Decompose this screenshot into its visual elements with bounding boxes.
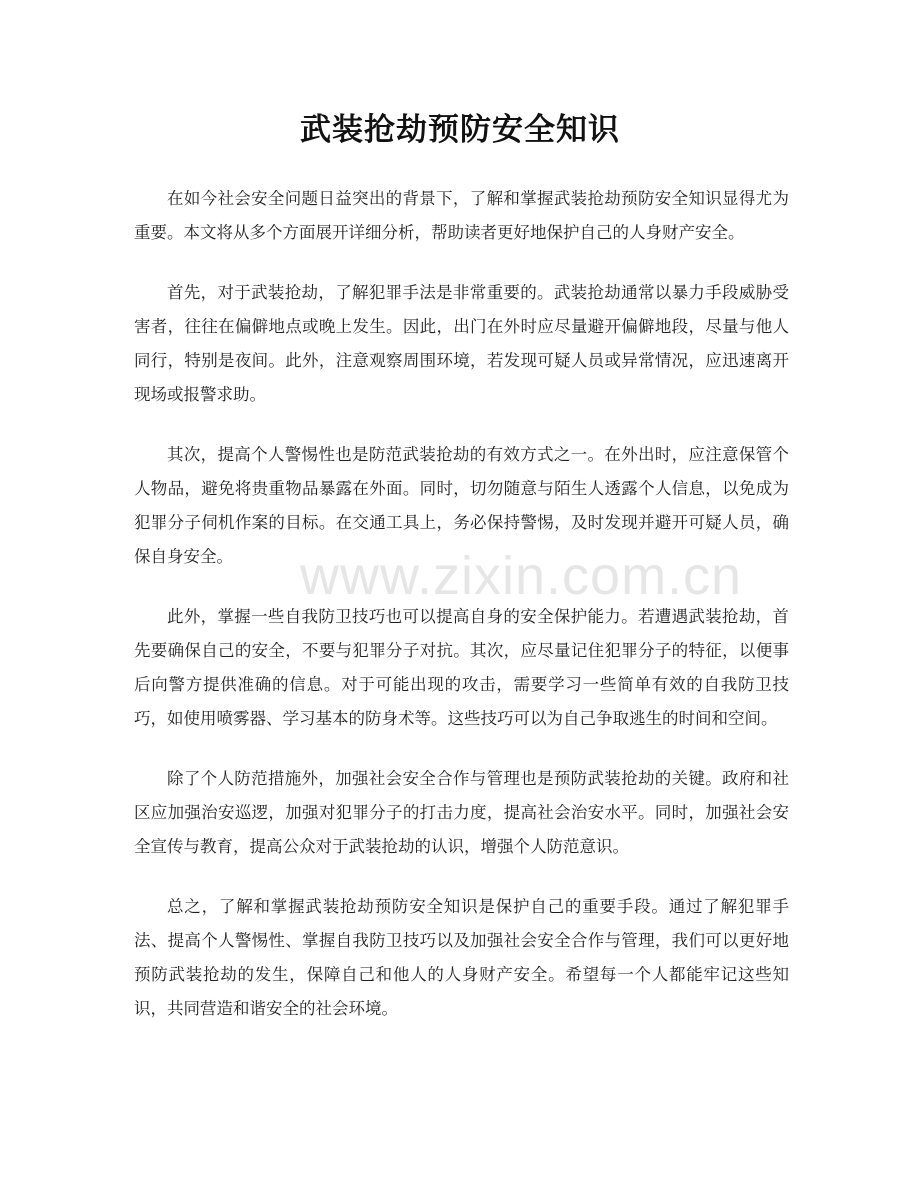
paragraph-6: 总之，了解和掌握武装抢劫预防安全知识是保护自己的重要手段。通过了解犯罪手法、提高个人警惕性、掌握自我防卫技巧以及加强社会安全合作与管理，我们可以更好地预防武装抢劫的发生，保障自己和他人的人身财产安全。希望每一个人都能牢记这些知识，共同营造和谐安全的社会环境。 xyxy=(134,897,789,1018)
document-title: 武装抢劫预防安全知识 xyxy=(300,112,620,148)
paragraph-2: 首先，对于武装抢劫，了解犯罪手法是非常重要的。武装抢劫通常以暴力手段威胁受害者，往往在偏僻地点或晚上发生。因此，出门在外时应尽量避开偏僻地段，尽量与他人同行，特别是夜间。此外，注意观察周围环境，若发现可疑人员或异常情况，应迅速离开现场或报警求助。 xyxy=(134,283,789,404)
paragraph-4: 此外，掌握一些自我防卫技巧也可以提高自身的安全保护能力。若遭遇武装抢劫，首先要确保自己的安全，不要与犯罪分子对抗。其次，应尽量记住犯罪分子的特征，以便事后向警方提供准确的信息。对于可能出现的攻击，需要学习一些简单有效的自我防卫技巧，如使用喷雾器、学习基本的防身术等。这些技巧可以为自己争取逃生的时间和空间。 xyxy=(134,607,789,728)
document-body xyxy=(134,182,789,1052)
paragraph-5: 除了个人防范措施外，加强社会安全合作与管理也是预防武装抢劫的关键。政府和社区应加强治安巡逻，加强对犯罪分子的打击力度，提高社会治安水平。同时，加强社会安全宣传与教育，提高公众对于武装抢劫的认识，增强个人防范意识。 xyxy=(134,769,789,856)
watermark: www.zixin.com.cn xyxy=(300,546,743,606)
paragraph-1: 在如今社会安全问题日益突出的背景下，了解和掌握武装抢劫预防安全知识显得尤为重要。本文将从多个方面展开详细分析，帮助读者更好地保护自己的人身财产安全。 xyxy=(134,189,789,242)
paragraph-3: 其次，提高个人警惕性也是防范武装抢劫的有效方式之一。在外出时，应注意保管个人物品，避免将贵重物品暴露在外面。同时，切勿随意与陌生人透露个人信息，以免成为犯罪分子伺机作案的目标。在交通工具上，务必保持警惕，及时发现并避开可疑人员，确保自身安全。 xyxy=(134,445,789,566)
